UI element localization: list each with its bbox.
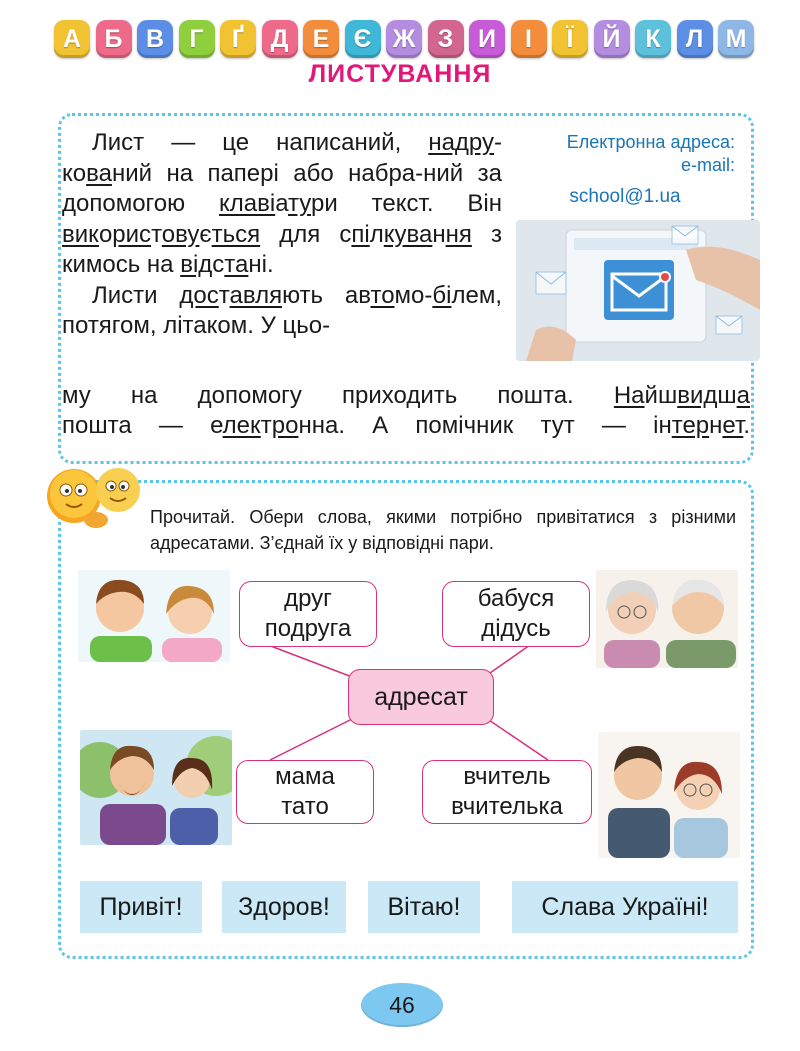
teachers-illustration (598, 732, 740, 858)
email-caption-line: e-mail: (680, 155, 735, 175)
word: бабуся (477, 585, 555, 612)
word-box-friends[interactable] (239, 581, 377, 647)
email-caption-line: Електронна адреса: (566, 132, 735, 152)
alphabet-letter: В (137, 20, 173, 58)
alphabet-letter: І (511, 20, 547, 58)
instruction-text: Прочитай. Обери слова, якими потрібно привітатися з різними адресатами. З’єднай їх у відповідні пари. (150, 507, 736, 553)
page-title: ЛИСТУВАННЯ (308, 60, 492, 88)
alphabet-strip (54, 20, 754, 60)
addressee-box: адресат (348, 669, 494, 725)
alphabet-letter: К (635, 20, 671, 58)
alphabet-letter: Е (303, 20, 339, 58)
alphabet-letter: Є (345, 20, 381, 58)
word: подруга (264, 615, 352, 642)
word-box-grandparents[interactable] (442, 581, 590, 647)
reading-paragraph-2: Листи доставляють автомо-білем, потягом, літаком. У цьо- (62, 281, 502, 339)
word: друг (284, 585, 332, 612)
grandparents-illustration (596, 570, 738, 668)
page-number: 46 (361, 983, 443, 1027)
word-box-teachers[interactable] (422, 760, 592, 824)
greeting-card[interactable]: Слава Україні! (512, 881, 738, 933)
reading-line: пошта — електронна. А помічник тут — інтернет. (62, 412, 750, 439)
reading-text (62, 128, 502, 342)
alphabet-letter: Ґ (220, 20, 256, 58)
reading-paragraph-1: Лист — це написаний, надру-кований на папері або набра-ний за допомогою клавіатури текст. Він використовується для спілкування з кимось на відстані. (62, 129, 503, 278)
alphabet-letter: Б (96, 20, 132, 58)
word: вчителька (451, 793, 563, 820)
alphabet-letter: З (428, 20, 464, 58)
parents-illustration (80, 730, 232, 845)
alphabet-letter: Ї (552, 20, 588, 58)
alphabet-letter: Л (677, 20, 713, 58)
alphabet-letter: И (469, 20, 505, 58)
alphabet-letter: Д (262, 20, 298, 58)
email-address: school@1.ua (569, 186, 681, 207)
word: мама (275, 763, 335, 790)
email-caption (505, 131, 735, 177)
kids-illustration (78, 570, 230, 662)
alphabet-letter: А (54, 20, 90, 58)
alphabet-letter: Ж (386, 20, 422, 58)
word: дідусь (481, 615, 551, 642)
emoji-faces-icon (44, 466, 148, 536)
email-illustration (516, 220, 760, 361)
word: вчитель (463, 763, 551, 790)
alphabet-letter: Г (179, 20, 215, 58)
reading-line: му на допомогу приходить пошта. Найшвидша (62, 382, 750, 409)
greeting-card[interactable]: Здоров! (222, 881, 346, 933)
word-box-parents[interactable] (236, 760, 374, 824)
alphabet-letter: Й (594, 20, 630, 58)
greeting-card[interactable]: Привіт! (80, 881, 202, 933)
greeting-card[interactable]: Вітаю! (368, 881, 480, 933)
alphabet-letter: М (718, 20, 754, 58)
word: тато (281, 793, 329, 820)
